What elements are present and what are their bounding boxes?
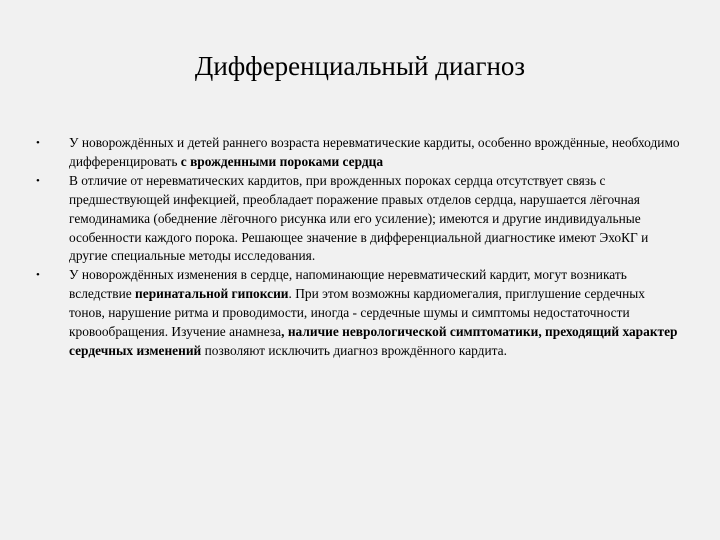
bold-text-run: перинатальной гипоксии (135, 286, 289, 302)
text-run: В отличие от неревматических кардитов, при врожденных пороках сердца отсутствует связь с предшествующей инфекцией, преобладает поражение правых отделов сердца, нарушается лёгочная гемодинамика (обеднение лёгочного рисунка или его усиление); имеются и другие индивидуальные особенности каждого порока. Решающее значение в дифференциальной диагностике имеют ЭхоКГ и другие специальные методы исследования. (69, 172, 649, 264)
text-run: У новорождённых изменения в сердце, напоминающие неревматический кардит, могут возникать вследствие (69, 267, 627, 302)
bold-text-run: , наличие неврологической симптоматики, преходящий характер сердечных изменений (69, 324, 678, 358)
text-run: . При этом возможны кардиомегалия, приглушение сердечных тонов, нарушение ритма и проводимости, иногда - сердечные шумы и симптомы недостаточности кровообращения. Изучение анамнеза (69, 286, 645, 340)
bullet-item (36, 172, 682, 267)
bullet-item (36, 266, 682, 361)
bullet-marker: • (36, 269, 40, 282)
bullet-text (69, 173, 648, 264)
slide-title: Дифференциальный диагноз (194, 51, 526, 81)
text-run: У новорождённых и детей раннего возраста неревматические кардиты, особенно врождённые, необходимо дифференцировать (69, 135, 680, 169)
bullet-text (69, 135, 680, 169)
text-run: позволяют исключить диагноз врождённого кардита. (201, 342, 507, 358)
bullet-text (69, 267, 678, 358)
bold-text-run: с врожденными пороками сердца (180, 153, 384, 169)
bullet-marker: • (36, 174, 40, 187)
bullet-marker: • (36, 137, 40, 149)
bullet-list (36, 134, 682, 361)
bullet-item (36, 134, 682, 172)
